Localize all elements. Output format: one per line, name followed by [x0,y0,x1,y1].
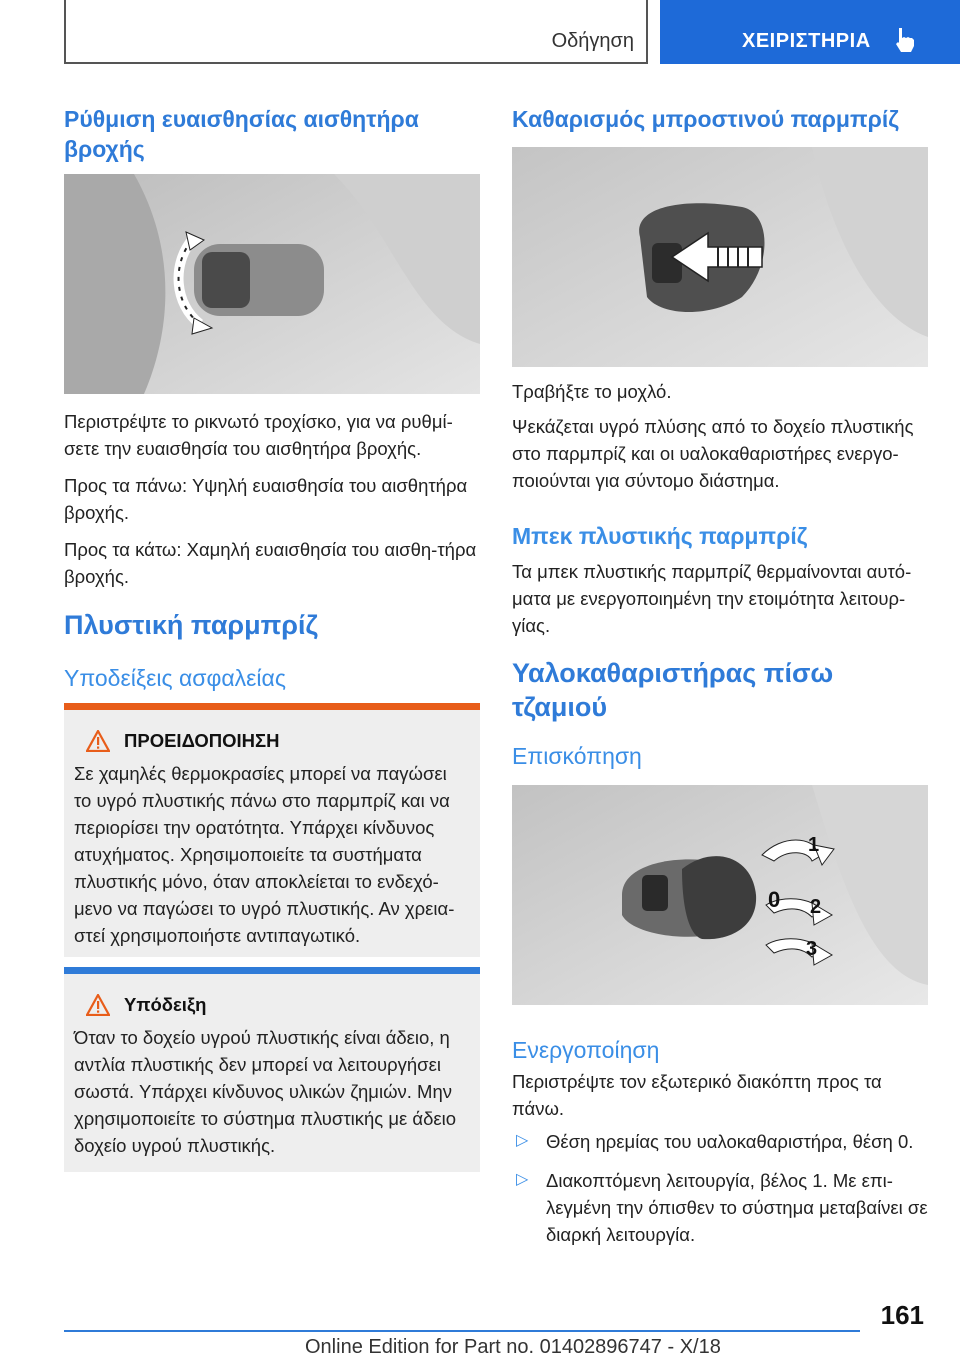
warning-title: ΠΡΟΕΙΔΟΠΟΙΗΣΗ [124,730,280,751]
header-section-label: Οδήγηση [551,30,634,52]
subtitle-safety-notes: Υποδείξεις ασφαλείας [64,665,286,691]
notice-triangle-icon [86,994,110,1016]
warning-box [64,703,480,957]
rain-sensor-high: Προς τα πάνω: Υψηλή ευαισθησία του αισθητήρα βροχής. [64,475,468,523]
section-title-rear-wiper: Υαλοκαθαριστήρας πίσω τζαμιού [512,658,834,722]
warning-triangle-icon [86,730,110,752]
notice-box [64,967,480,1172]
subtitle-overview: Επισκόπηση [512,743,642,769]
subtitle-activation: Ενεργοποίηση [512,1037,660,1063]
rain-sensor-low: Προς τα κάτω: Χαμηλή ευαισθησία του αισθη-τήρα βροχής. [64,539,477,587]
image-label-3: 3 [806,938,818,960]
bullet-item [512,1128,928,1155]
section-title-washer: Πλυστική παρμπρίζ [64,610,318,640]
wiper-lever-pull-image [512,147,928,367]
rear-wiper-switch-image [512,785,928,1005]
hand-pointer-icon [890,24,920,54]
nozzles-description: Τα μπεκ πλυστικής παρμπρίζ θερμαίνονται αυτό-ματα με ενεργοποιημένη την ετοιμότητα λειτουρ-γίας. [512,561,912,636]
edition-note: Online Edition for Part no. 01402896747 - X/18 [305,1336,721,1358]
header-chapter-tab[interactable] [660,0,960,64]
footer-divider [64,1330,860,1332]
warning-bar [64,703,480,710]
section-title-nozzles: Μπεκ πλυστικής παρμπρίζ [512,523,808,549]
bullet-item [512,1167,928,1248]
rain-sensor-wheel-image [64,174,480,394]
image-label-0: 0 [768,887,781,912]
page-number: 161 [880,1300,924,1330]
bullet-arrow-icon: ▷ [516,1171,529,1188]
notice-bar [64,967,480,974]
front-cleaning-description: Ψεκάζεται υγρό πλύσης από το δοχείο πλυστικής στο παρμπρίζ και οι υαλοκαθαριστήρες ενεργο-ποιούνται για σύντομο διάστημα. [512,416,914,491]
header-chapter-label: ΧΕΙΡΙΣΤΗΡΙΑ [742,30,871,52]
section-title-front-cleaning: Καθαρισμός μπροστινού παρμπρίζ [512,106,899,132]
image-label-1: 1 [808,834,820,856]
bullet-arrow-icon: ▷ [516,1132,529,1149]
bullet-text: Διακοπτόμενη λειτουργία, βέλος 1. Με επι-λεγμένη την όπισθεν το σύστημα μεταβαίνει σε διαρκή λειτουργία. [546,1170,928,1245]
notice-title: Υπόδειξη [124,994,207,1015]
rain-sensor-instruction: Περιστρέψτε το ρικνωτό τροχίσκο, για να ρυθμί-σετε την ευαισθησία του αισθητήρα βροχής. [64,411,453,459]
section-title-rain-sensor: Ρύθμιση ευαισθησίας αισθητήρα βροχής [64,106,419,162]
bullet-text: Θέση ηρεμίας του υαλοκαθαριστήρα, θέση 0. [546,1131,914,1152]
front-cleaning-instruction: Τραβήξτε το μοχλό. [512,381,672,402]
notice-text: Όταν το δοχείο υγρού πλυστικής είναι άδειο, η αντλία πλυστικής δεν μπορεί να λειτουργήσει σωστά. Υπάρχει κίνδυνος υλικών ζημιών. Μην χρησιμοποιείτε το σύστημα πλυστικής με άδειο δοχείο υγρού πλυστικής. [74,1027,457,1156]
warning-text: Σε χαμηλές θερμοκρασίες μπορεί να παγώσει το υγρό πλυστικής πάνω στο παρμπρίζ και να περιορίσει την ορατότητα. Υπάρχει κίνδυνος ατυχήματος. Χρησιμοποιείτε τα συστήματα πλυστικής μόνο, όταν αποκλείεται το ενδεχό-μενο να παγώσει το υγρό πλυστικής. Αν χρεια-στεί χρησιμοποιήστε αντιπαγωτικό. [74,763,455,946]
header-section-box [64,0,648,64]
activation-instruction: Περιστρέψτε τον εξωτερικό διακόπτη προς τα πάνω. [512,1071,882,1119]
image-label-2: 2 [810,896,822,918]
